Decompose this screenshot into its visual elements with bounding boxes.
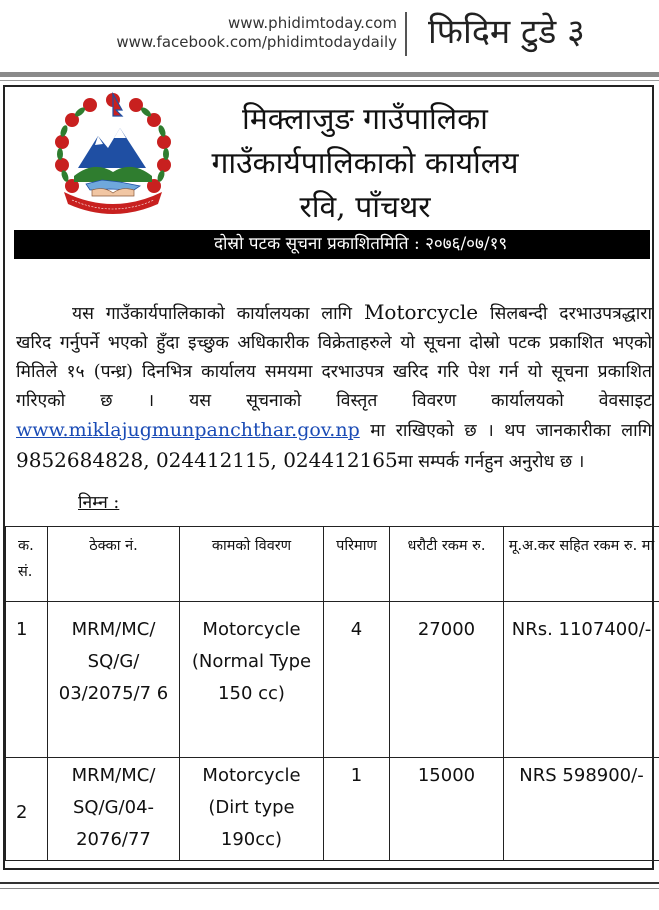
office-heading: [160, 98, 570, 230]
tender-table: [5, 526, 659, 861]
body-text-1: यस गाउँकार्यपालिकाको कार्यालयका लागि: [72, 304, 364, 324]
cell-serial: 2: [6, 758, 48, 861]
table-row: [6, 602, 659, 758]
nepal-emblem-icon: [50, 90, 176, 218]
office-location: रवि, पाँचथर: [299, 190, 431, 225]
page-bottom-rule-thin: [0, 888, 659, 889]
body-text-4: मा सम्पर्क गर्नहुन अनुरोध छ ।: [397, 452, 585, 472]
cell-quantity: 1: [324, 758, 390, 861]
cell-contract-no: MRM/MC/ SQ/G/ 03/2075/7 6: [48, 602, 180, 758]
publication-date-bar: [14, 230, 650, 259]
cell-serial: 1: [6, 602, 48, 758]
header-rule-thin: [0, 80, 659, 81]
header-quantity: परिमाण: [324, 527, 390, 602]
header-rule: [0, 72, 659, 77]
website-link[interactable]: www.phidimtoday.com: [227, 14, 397, 32]
cell-description: Motorcycle (Normal Type 150 cc): [180, 602, 324, 758]
cell-deposit: 15000: [390, 758, 504, 861]
cell-description: Motorcycle (Dirt type 190cc): [180, 758, 324, 861]
header-contract-no: ठेक्का नं.: [48, 527, 180, 602]
newspaper-title: फिदिम टुडे ३: [428, 12, 585, 52]
publication-date-text: दोस्रो पटक सूचना प्रकाशितमिति : २०७६/०७/१९: [214, 234, 508, 254]
cell-contract-no: MRM/MC/ SQ/G/04-2076/77: [48, 758, 180, 861]
header-deposit: धरौटी रकम रु.: [390, 527, 504, 602]
office-name: गाउँकार्यपालिकाको कार्यालय: [211, 146, 519, 181]
header-amount-with-vat: मू.अ.कर सहित रकम रु. मा: [504, 527, 659, 602]
header-divider: [405, 12, 407, 56]
contact-phone-numbers: 9852684828, 024412115, 024412165: [16, 448, 398, 472]
facebook-link[interactable]: www.facebook.com/phidimtodaydaily: [116, 33, 397, 51]
notice-paragraph: [16, 298, 652, 477]
list-heading: निम्न :: [78, 493, 120, 513]
cell-amount: NRS 598900/-: [504, 758, 659, 861]
cell-amount: NRs. 1107400/-: [504, 602, 659, 758]
table-row: [6, 758, 659, 861]
office-website-link[interactable]: www.miklajugmunpanchthar.gov.np: [16, 419, 360, 441]
body-motorcycle: Motorcycle: [363, 300, 479, 324]
newspaper-header: [0, 0, 659, 70]
header-serial: क. सं.: [6, 527, 48, 602]
body-text-3: मा राखिएको छ । थप जानकारीका लागि: [359, 421, 652, 441]
cell-deposit: 27000: [390, 602, 504, 758]
notice-body: [16, 298, 652, 477]
header-links: [116, 14, 397, 52]
municipality-name: मिक्लाजुङ गाउँपालिका: [242, 102, 488, 137]
header-work-description: कामको विवरण: [180, 527, 324, 602]
cell-quantity: 4: [324, 602, 390, 758]
table-header-row: [6, 527, 659, 602]
page-bottom-rule: [0, 882, 659, 884]
body-text-2: सिलबन्दी दरभाउपत्रद्धारा खरिद गर्नुपर्ने भएको हुँदा इच्छुक अधिकारीक विक्रेताहरुले यो सूचना दोस्रो पटक प्रकाशित भएको मितिले १५ (पन्ध्र) दिनभित्र कार्यालय समयमा दरभाउपत्र खरिद गरि पेश गर्न यो सूचना प्रकाशित गरिएको छ । यस सूचनाको विस्तृत विवरण कार्यालयको वेवसाइट: [16, 304, 652, 411]
